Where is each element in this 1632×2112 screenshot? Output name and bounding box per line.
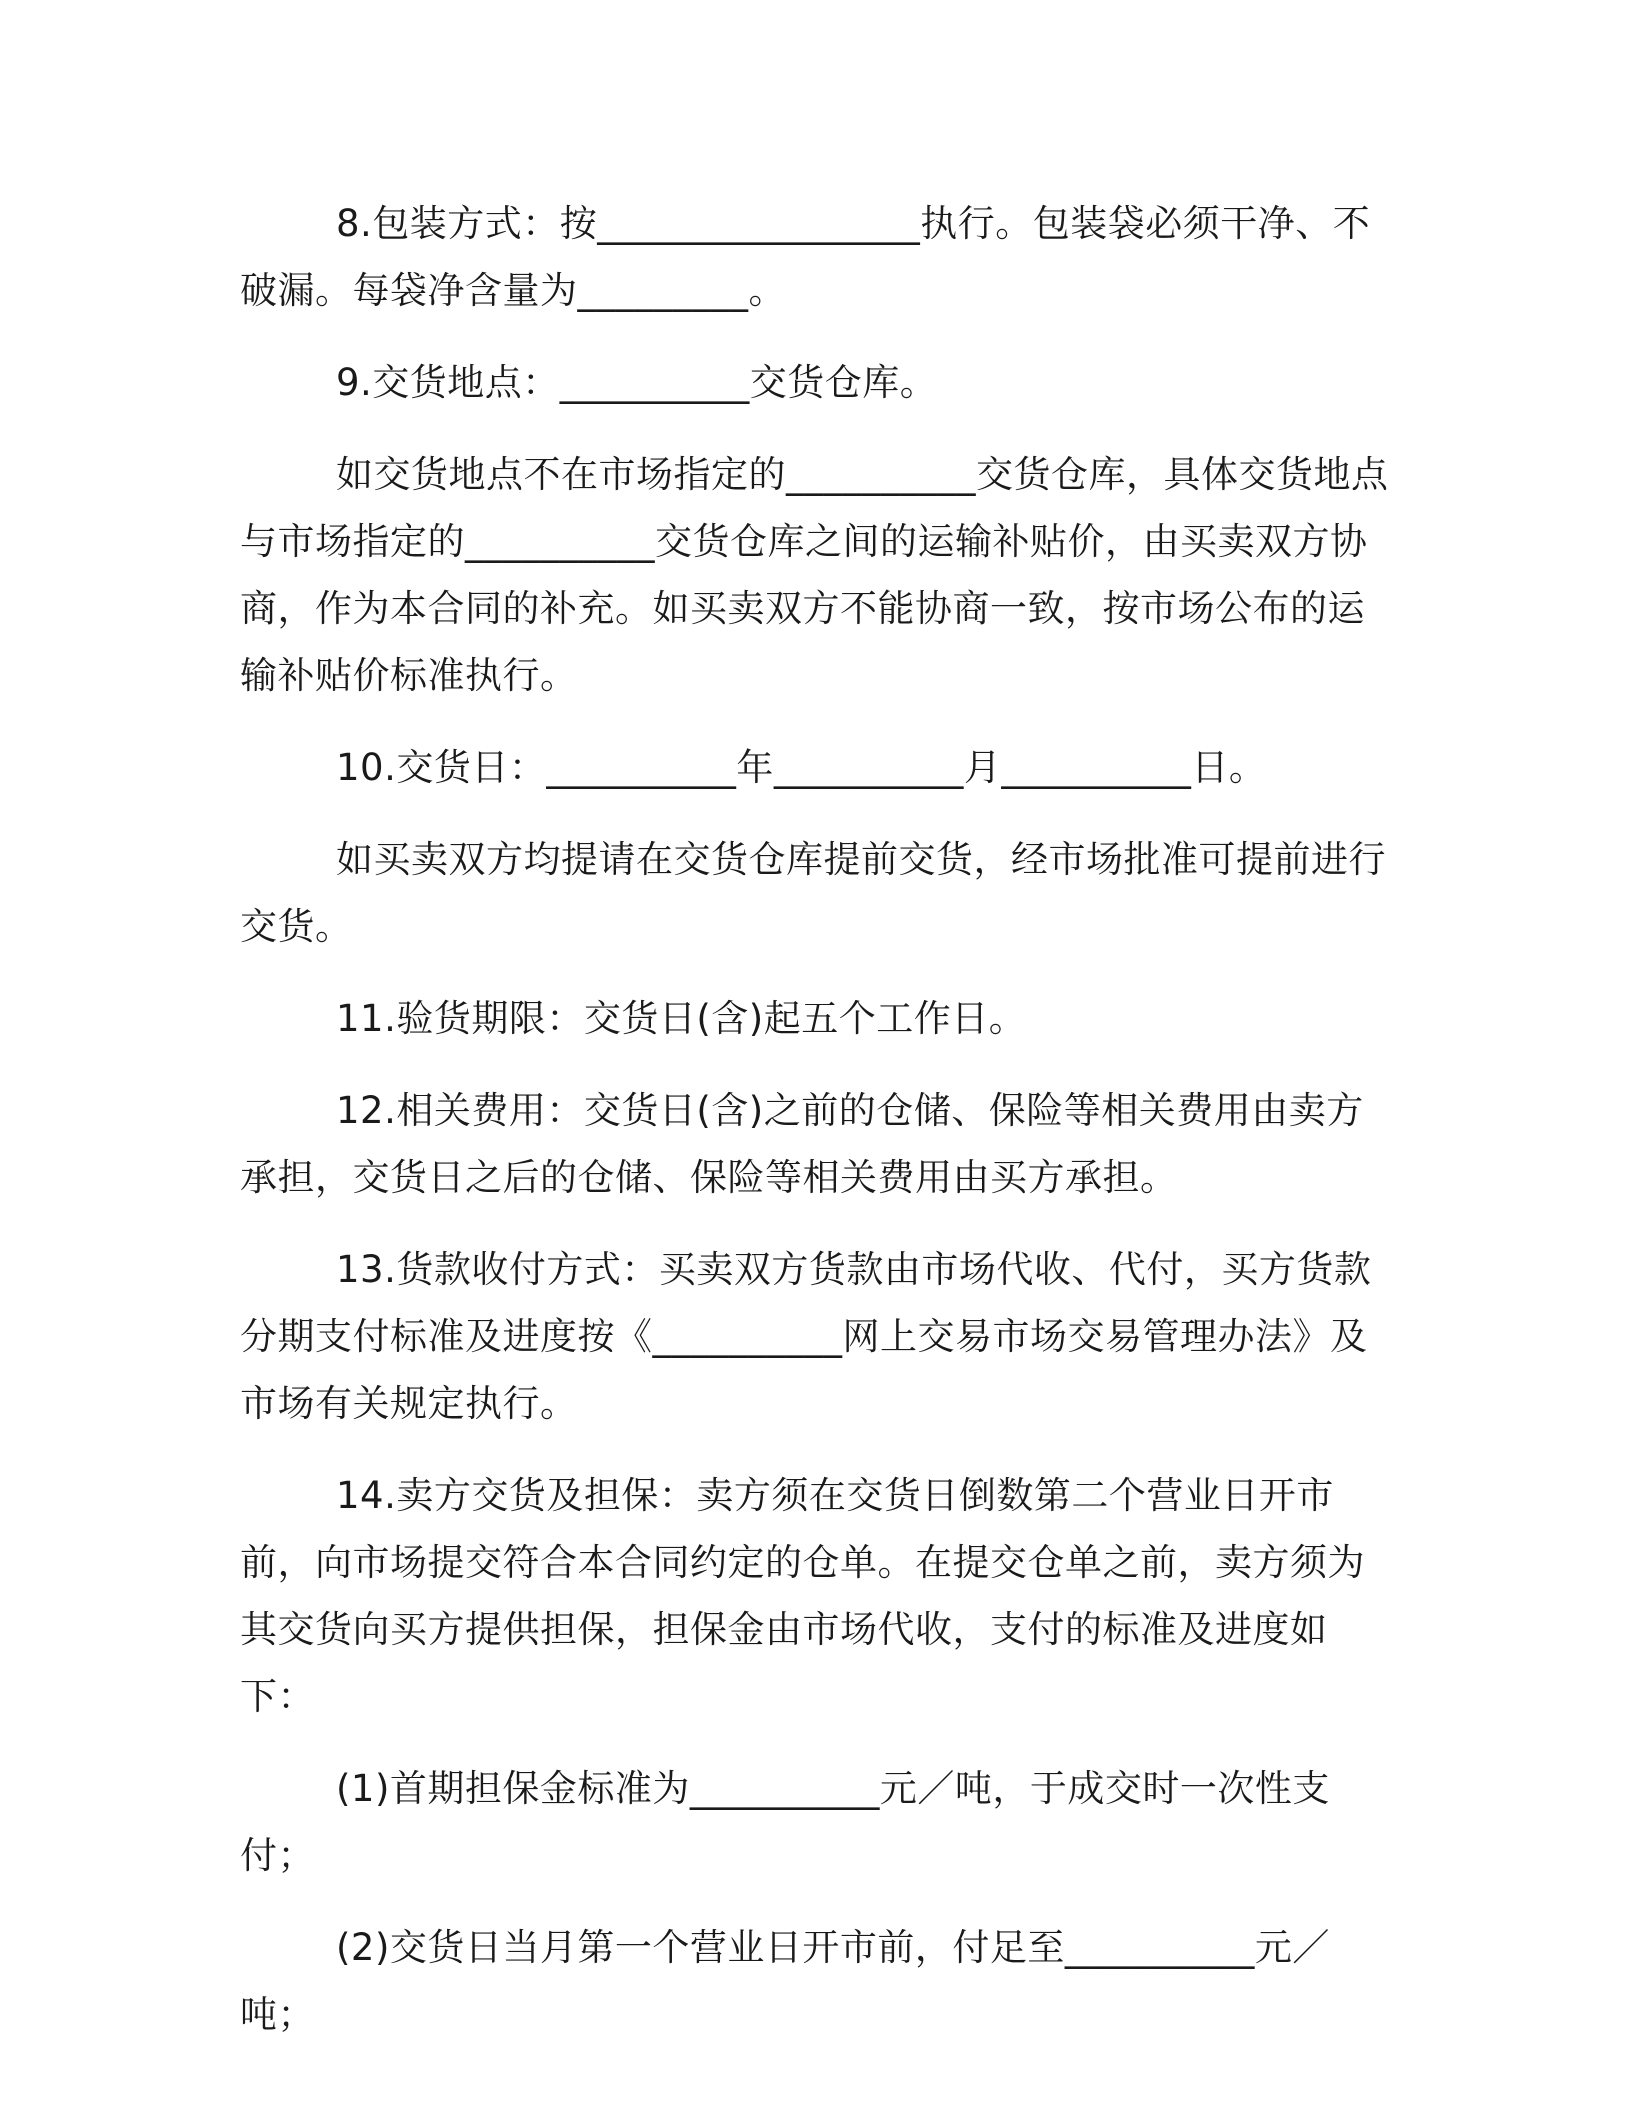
clause-14-seller-delivery-guarantee: 14.卖方交货及担保：卖方须在交货日倒数第二个营业日开市前，向市场提交符合本合同约定的仓单。在提交仓单之前，卖方须为其交货向买方提供担保，担保金由市场代收，支付的标准及进度如下： [240, 1474, 1365, 1718]
document-page [240, 190, 1392, 2073]
clause-10-early-delivery-note: 如买卖双方均提请在交货仓库提前交货，经市场批准可提前进行交货。 [240, 838, 1386, 948]
clause-13-payment-method: 13.货款收付方式：买卖双方货款由市场代收、代付，买方货款分期支付标准及进度按《__________网上交易市场交易管理办法》及市场有关规定执行。 [240, 1248, 1372, 1425]
clause-14-item-1: (1)首期担保金标准为__________元／吨，于成交时一次性支付； [240, 1767, 1330, 1877]
clause-10-delivery-date: 10.交货日：__________年__________月__________日。 [336, 746, 1267, 789]
clause-9-delivery-location-note: 如交货地点不在市场指定的__________交货仓库，具体交货地点与市场指定的__________交货仓库之间的运输补贴价，由买卖双方协商，作为本合同的补充。如买卖双方不能协商一致，按市场公布的运输补贴价标准执行。 [240, 453, 1389, 697]
clause-12-related-fees: 12.相关费用：交货日(含)之前的仓储、保险等相关费用由卖方承担，交货日之后的仓储、保险等相关费用由买方承担。 [240, 1089, 1364, 1199]
clause-11-inspection-period: 11.验货期限：交货日(含)起五个工作日。 [336, 997, 1027, 1040]
clause-8-packaging: 8.包装方式：按_________________执行。包装袋必须干净、不破漏。每袋净含量为_________。 [240, 202, 1371, 312]
clause-9-delivery-location: 9.交货地点：__________交货仓库。 [336, 361, 938, 404]
clause-14-item-2: (2)交货日当月第一个营业日开市前，付足至__________元／吨； [240, 1926, 1330, 2036]
